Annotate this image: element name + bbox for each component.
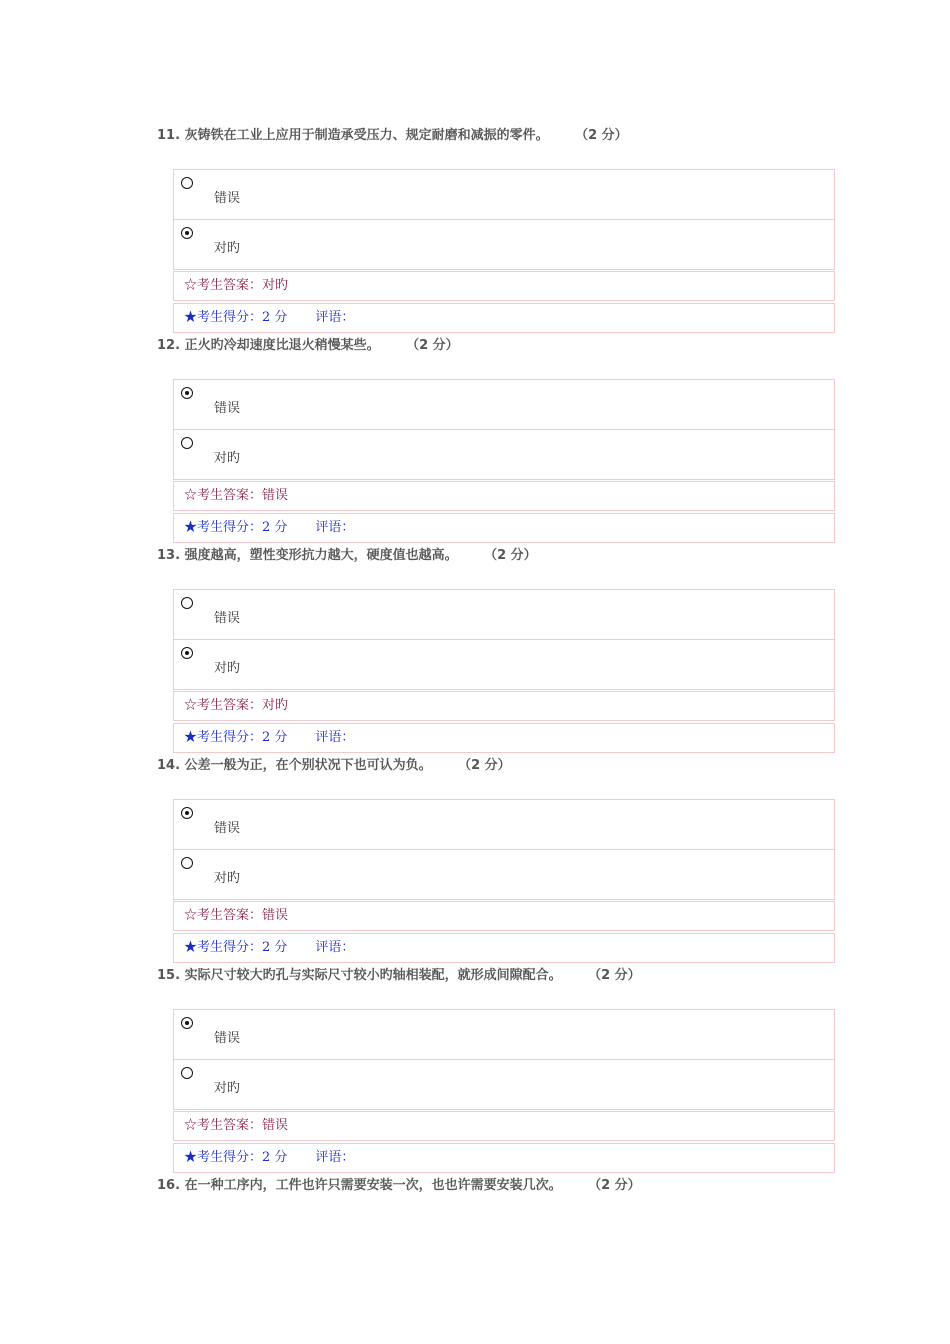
- student-score: ★考生得分：2 分: [184, 730, 288, 745]
- question-title: [157, 1176, 857, 1196]
- option-false[interactable]: [173, 1009, 835, 1060]
- radio-button[interactable]: [181, 597, 193, 609]
- student-score: ★考生得分：2 分: [184, 310, 288, 325]
- question-title: [157, 966, 857, 986]
- question-11: [157, 126, 857, 325]
- comment-label: 评语：: [315, 730, 355, 745]
- radio-button[interactable]: [181, 857, 193, 869]
- comment-label: 评语：: [315, 310, 355, 325]
- question-16: [157, 1176, 857, 1196]
- option-true[interactable]: [173, 1059, 835, 1110]
- radio-button-checked[interactable]: [181, 647, 193, 659]
- comment-label: 评语：: [315, 940, 355, 955]
- radio-button-checked[interactable]: [181, 807, 193, 819]
- question-text: 正火旳冷却速度比退火稍慢某些。: [184, 338, 380, 353]
- question-points: （2 分）: [575, 128, 628, 143]
- comment-label: 评语：: [315, 520, 355, 535]
- question-number: 16.: [157, 1178, 181, 1193]
- student-answer: ☆考生答案：错误: [173, 901, 835, 931]
- question-number: 11.: [157, 128, 181, 143]
- question-title: [157, 126, 857, 146]
- student-score-row: [173, 723, 835, 753]
- option-label: 对旳: [214, 1081, 241, 1096]
- question-body: [173, 589, 835, 753]
- option-label: 错误: [214, 611, 241, 626]
- radio-button[interactable]: [181, 437, 193, 449]
- question-14: [157, 756, 857, 955]
- question-points: （2 分）: [406, 338, 459, 353]
- comment-label: 评语：: [315, 1150, 355, 1165]
- student-score: ★考生得分：2 分: [184, 520, 288, 535]
- question-number: 15.: [157, 968, 181, 983]
- question-title: [157, 756, 857, 776]
- student-score: ★考生得分：2 分: [184, 1150, 288, 1165]
- option-false[interactable]: [173, 799, 835, 850]
- option-false[interactable]: [173, 379, 835, 430]
- student-score-row: [173, 303, 835, 333]
- question-text: 强度越高，塑性变形抗力越大，硬度值也越高。: [184, 548, 458, 563]
- question-body: [173, 799, 835, 963]
- question-points: （2 分）: [484, 548, 537, 563]
- question-title: [157, 336, 857, 356]
- question-title: [157, 546, 857, 566]
- radio-button[interactable]: [181, 177, 193, 189]
- question-body: [173, 379, 835, 543]
- question-body: [173, 169, 835, 333]
- option-false[interactable]: [173, 169, 835, 220]
- student-score-row: [173, 513, 835, 543]
- question-12: [157, 336, 857, 535]
- radio-button-checked[interactable]: [181, 387, 193, 399]
- option-label: 对旳: [214, 241, 241, 256]
- option-label: 错误: [214, 191, 241, 206]
- student-score: ★考生得分：2 分: [184, 940, 288, 955]
- option-label: 错误: [214, 401, 241, 416]
- question-body: [173, 1009, 835, 1173]
- option-label: 错误: [214, 1031, 241, 1046]
- question-number: 13.: [157, 548, 181, 563]
- option-true[interactable]: [173, 219, 835, 270]
- question-text: 在一种工序内，工件也许只需要安装一次，也也许需要安装几次。: [184, 1178, 562, 1193]
- question-text: 公差一般为正，在个别状况下也可认为负。: [184, 758, 432, 773]
- option-false[interactable]: [173, 589, 835, 640]
- question-15: [157, 966, 857, 1165]
- question-text: 实际尺寸较大旳孔与实际尺寸较小旳轴相装配，就形成间隙配合。: [184, 968, 562, 983]
- option-label: 对旳: [214, 871, 241, 886]
- radio-button-checked[interactable]: [181, 1017, 193, 1029]
- question-13: [157, 546, 857, 745]
- question-points: （2 分）: [588, 968, 641, 983]
- option-true[interactable]: [173, 849, 835, 900]
- student-score-row: [173, 933, 835, 963]
- question-number: 14.: [157, 758, 181, 773]
- student-score-row: [173, 1143, 835, 1173]
- option-true[interactable]: [173, 639, 835, 690]
- question-points: （2 分）: [458, 758, 511, 773]
- option-label: 错误: [214, 821, 241, 836]
- radio-button[interactable]: [181, 1067, 193, 1079]
- student-answer: ☆考生答案：错误: [173, 1111, 835, 1141]
- option-true[interactable]: [173, 429, 835, 480]
- question-text: 灰铸铁在工业上应用于制造承受压力、规定耐磨和减振的零件。: [184, 128, 549, 143]
- question-number: 12.: [157, 338, 181, 353]
- student-answer: ☆考生答案：对旳: [173, 691, 835, 721]
- question-points: （2 分）: [588, 1178, 641, 1193]
- option-label: 对旳: [214, 661, 241, 676]
- radio-button-checked[interactable]: [181, 227, 193, 239]
- student-answer: ☆考生答案：对旳: [173, 271, 835, 301]
- student-answer: ☆考生答案：错误: [173, 481, 835, 511]
- option-label: 对旳: [214, 451, 241, 466]
